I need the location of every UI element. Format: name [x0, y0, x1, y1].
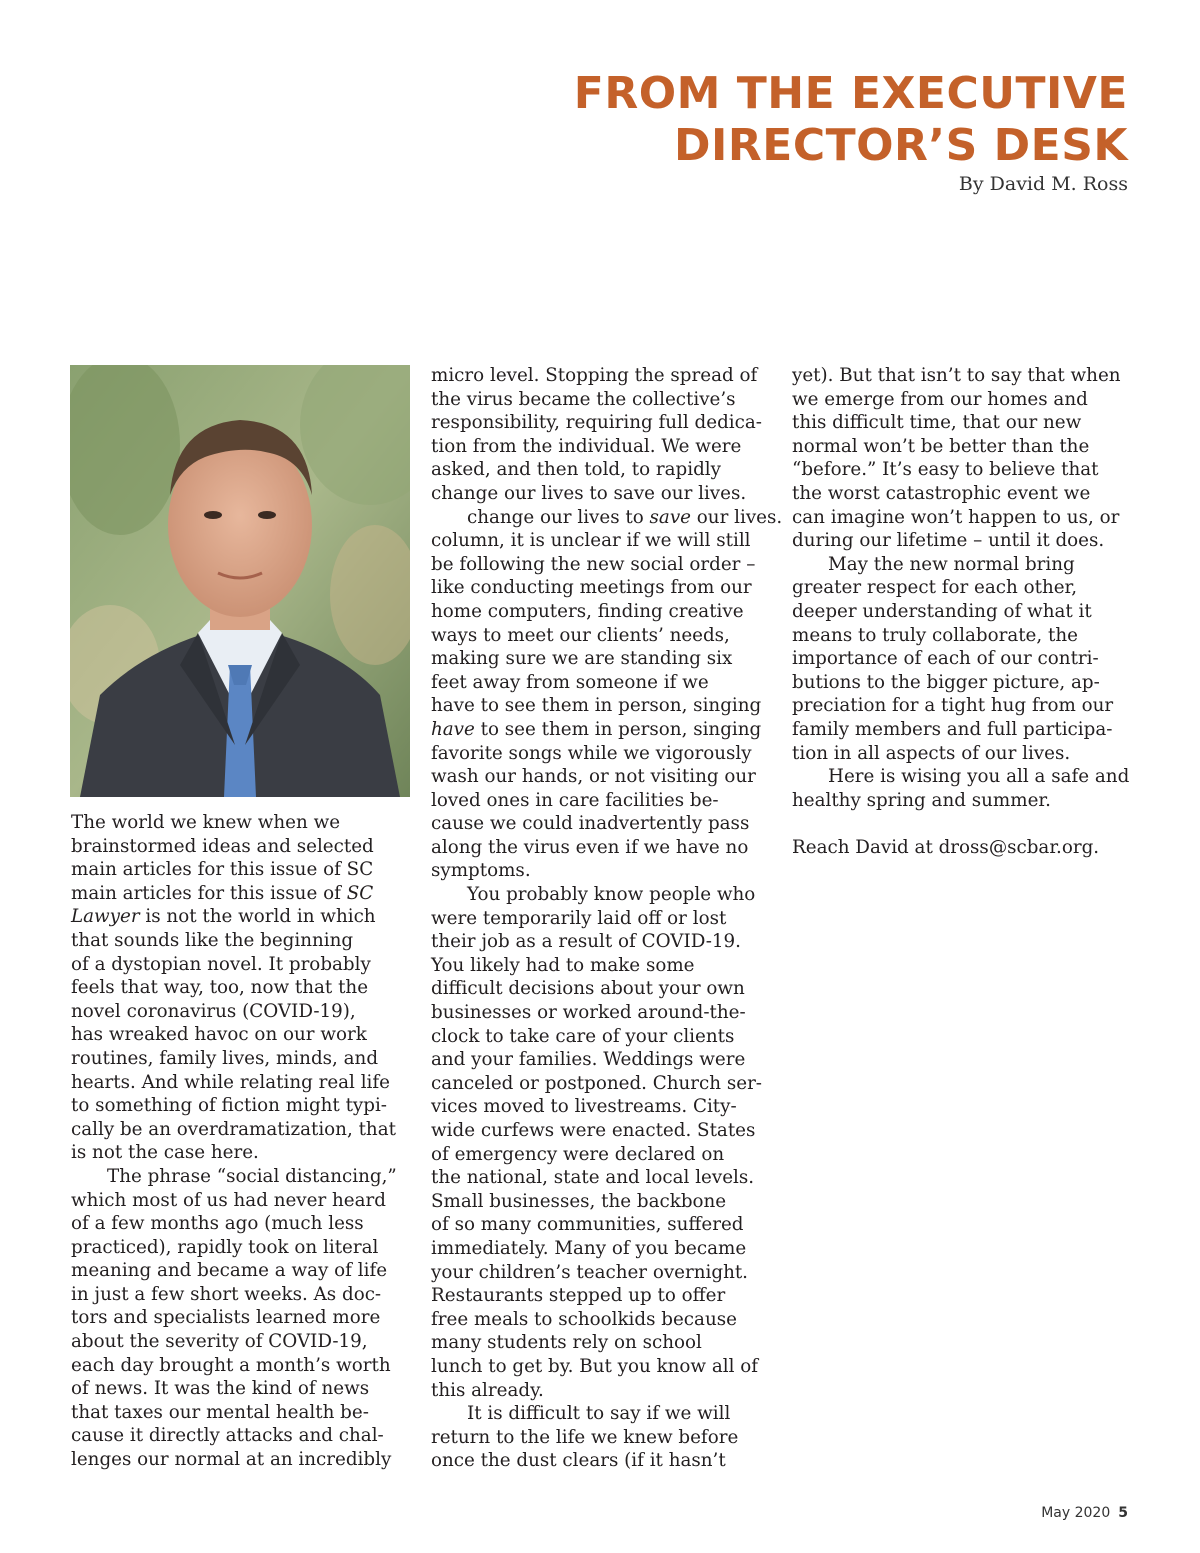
text-line: meaning and became a way of life [71, 1260, 388, 1282]
page-footer [1041, 1505, 1128, 1521]
text-line: cally be an overdramatization, that [71, 1118, 396, 1140]
text-line: routines, family lives, minds, and [71, 1047, 379, 1069]
text-line: symptoms. [431, 860, 531, 882]
article-column-1 [71, 811, 411, 1472]
text-line: during our lifetime – until it does. [792, 530, 1105, 552]
text-line [792, 812, 1132, 836]
text-line: once the dust clears (if it hasn’t [431, 1450, 726, 1472]
text-line: the worst catastrophic event we [792, 482, 1091, 504]
text-line: feet away from someone if we [431, 671, 709, 693]
text-line: importance of each of our contri- [792, 648, 1099, 670]
article-column-3 [792, 364, 1132, 859]
text-line: is not the case here. [71, 1142, 259, 1164]
text-line: Lawyer is not the world in which [71, 906, 376, 928]
text-line: main articles for this issue of SC [71, 882, 374, 904]
text-line: home computers, finding creative [431, 600, 744, 622]
text-line: which most of us had never heard [71, 1189, 386, 1211]
text-line: be following the new social order – [431, 553, 756, 575]
text-line: ways to meet our clients’ needs, [431, 624, 730, 646]
byline: By David M. Ross [958, 173, 1128, 195]
text-line: your children’s teacher overnight. [431, 1261, 748, 1283]
text-line: immediately. Many of you became [431, 1237, 747, 1259]
text-line: businesses or worked around-the- [431, 1002, 746, 1024]
text-line: cause it directly attacks and chal- [71, 1425, 384, 1447]
text-line: lunch to get by. But you know all of [431, 1355, 759, 1377]
text-line: favorite songs while we vigorously [431, 742, 752, 764]
author-portrait [70, 365, 410, 797]
text-line: normal won’t be better than the [792, 435, 1090, 457]
text-line: main articles for this issue of SC [71, 859, 374, 881]
article-column-2 [431, 364, 783, 1473]
text-line: many students rely on school [431, 1332, 702, 1354]
text-line: May the new normal bring [828, 553, 1075, 575]
text-line: wash our hands, or not visiting our [431, 766, 756, 788]
text-line: It is difficult to say if we will [467, 1403, 731, 1425]
text-line: family members and full participa- [792, 718, 1113, 740]
text-line: in just a few short weeks. As doc- [71, 1283, 382, 1305]
text-line: that sounds like the beginning [71, 929, 354, 951]
text-line: column, it is unclear if we will still [431, 530, 751, 552]
text-line: tion from the individual. We were [431, 435, 742, 457]
text-line: greater respect for each other, [792, 577, 1078, 599]
text-line: lenges our normal at an incredibly [71, 1449, 392, 1471]
text-line: of emergency were declared on [431, 1143, 725, 1165]
text-line: that taxes our mental health be- [71, 1401, 369, 1423]
text-line: Here is wising you all a safe and [828, 766, 1130, 788]
page-title [574, 68, 1128, 172]
text-line: of news. It was the kind of news [71, 1378, 370, 1400]
text-line: Small businesses, the backbone [431, 1190, 727, 1212]
text-line: free meals to schoolkids because [431, 1308, 737, 1330]
text-line: vices moved to livestreams. City- [431, 1096, 737, 1118]
text-line: of so many communities, suffered [431, 1214, 744, 1236]
title-line-1: FROM THE EXECUTIVE [573, 68, 1128, 119]
text-line: about the severity of COVID-19, [71, 1331, 368, 1353]
text-line: were temporarily laid off or lost [431, 907, 727, 929]
text-line: The world we knew when we [71, 812, 341, 833]
text-line: the virus became the collective’s [431, 388, 736, 410]
text-line: Reach David at dross@scbar.org. [792, 836, 1100, 858]
text-line: of a dystopian novel. It probably [71, 953, 371, 975]
text-line: tors and specialists learned more [71, 1307, 381, 1329]
text-line: butions to the bigger picture, ap- [792, 671, 1100, 693]
text-line: feels that way, too, now that the [71, 977, 369, 999]
text-line: You likely had to make some [431, 954, 695, 976]
text-line: this difficult time, that our new [792, 412, 1082, 434]
text-line: tion in all aspects of our lives. [792, 742, 1071, 764]
page-number: 5 [1118, 1505, 1128, 1521]
text-line: has wreaked havoc on our work [71, 1024, 367, 1046]
text-line: return to the life we knew before [431, 1426, 739, 1448]
text-line: You probably know people who [467, 884, 756, 906]
text-line: and your families. Weddings were [431, 1049, 746, 1071]
text-line: can imagine won’t happen to us, or [792, 506, 1120, 528]
text-line: healthy spring and summer. [792, 789, 1051, 811]
text-line: responsibility, requiring full dedica- [431, 412, 762, 434]
text-line: deeper understanding of what it [792, 600, 1092, 622]
text-line: making sure we are standing six [431, 648, 733, 670]
text-line: canceled or postponed. Church ser- [431, 1072, 762, 1094]
title-line-2: DIRECTOR’S DESK [673, 120, 1128, 171]
issue-date: May 2020 [1041, 1505, 1111, 1521]
text-line: preciation for a tight hug from our [792, 695, 1114, 717]
text-line: have to see them in person, singing [431, 718, 762, 740]
text-line: change our lives to save our lives. [431, 482, 747, 504]
text-line: practiced), rapidly took on literal [71, 1236, 379, 1258]
text-line: asked, and then told, to rapidly [431, 459, 721, 481]
text-line: to something of fiction might typi- [71, 1095, 387, 1117]
text-line: along the virus even if we have no [431, 836, 749, 858]
text-line: change our lives to save our lives. [467, 506, 783, 528]
text-line: wide curfews were enacted. States [431, 1120, 756, 1141]
text-line: hearts. And while relating real life [71, 1071, 390, 1093]
text-line: difficult decisions about your own [431, 978, 745, 1000]
text-line: the national, state and local levels. [431, 1167, 755, 1189]
text-line: novel coronavirus (COVID-19), [71, 1000, 356, 1022]
text-line: The phrase “social distancing,” [107, 1165, 397, 1187]
text-line: of a few months ago (much less [71, 1213, 364, 1235]
text-line: this already. [431, 1379, 544, 1401]
text-line: micro level. Stopping the spread of [431, 365, 758, 386]
text-line: cause we could inadvertently pass [431, 813, 750, 835]
text-line: brainstormed ideas and selected [71, 835, 374, 857]
text-line: means to truly collaborate, the [792, 624, 1078, 646]
text-line: “before.” It’s easy to believe that [792, 459, 1099, 481]
text-line: have to see them in person, singing [431, 695, 762, 717]
text-line: Restaurants stepped up to offer [431, 1285, 726, 1307]
text-line: yet). But that isn’t to say that when [792, 365, 1121, 386]
text-line: their job as a result of COVID-19. [431, 931, 741, 953]
text-line: loved ones in care facilities be- [431, 789, 719, 811]
text-line: like conducting meetings from our [431, 577, 752, 599]
text-line: we emerge from our homes and [792, 388, 1088, 410]
text-line: each day brought a month’s worth [71, 1354, 391, 1376]
text-line: clock to take care of your clients [431, 1025, 735, 1047]
